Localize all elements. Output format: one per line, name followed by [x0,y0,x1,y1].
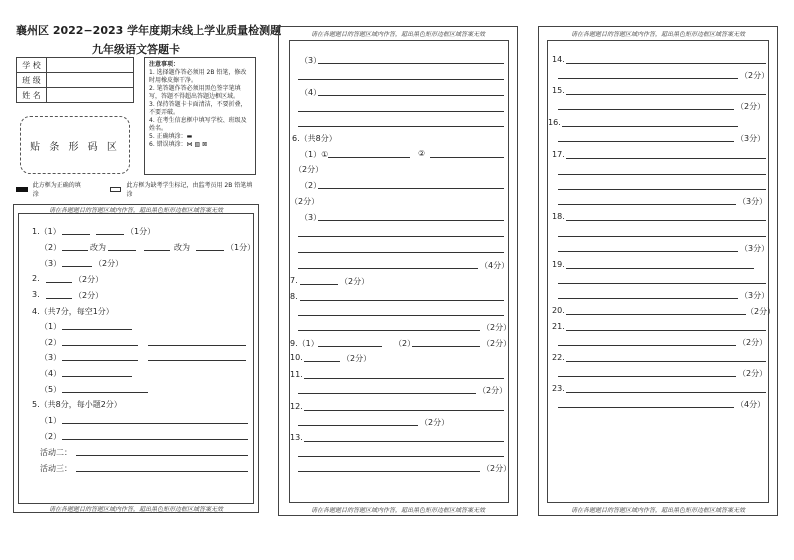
q23-line-2[interactable] [558,407,734,408]
q12-line-1[interactable] [304,410,504,411]
q6-1-label-b: ② [418,149,426,158]
q20-label: 20. [552,306,565,315]
q16-label: 16. [548,118,561,127]
q5-activity3-label: 活动三： [40,464,72,473]
q17-line-4[interactable] [558,204,736,205]
q19-line-3[interactable] [558,298,738,299]
q1-2-points: （1分） [226,243,256,252]
q1-2-blank-d[interactable] [196,250,224,251]
q5-2-blank[interactable] [62,439,248,440]
q21-label: 21. [552,322,565,331]
legend-black-label: 此方框为正确的填涂 [32,182,81,198]
q7-blank[interactable] [300,284,338,285]
q8-label: 8. [290,292,298,301]
q9-1-label: 9.（1） [290,339,319,348]
q1-1-label: 1.（1） [32,227,61,236]
q7-label: 7. [290,276,298,285]
q11-label: 11. [290,370,303,379]
band-top-3: 请在各题题目的答题区域内作答，超出黑色矩形边框区域答案无效 [570,31,745,38]
q17-line-3[interactable] [558,189,766,190]
q12-label: 12. [290,402,303,411]
q6-3-label: （3） [300,213,322,222]
correct-mark-icon: ▬ [186,133,193,140]
q16-points: （3分） [736,134,766,143]
q19-line-1[interactable] [566,268,754,269]
q15-line-1[interactable] [566,94,766,95]
notes-item-1: 1. 选择题作答必须用 2B 铅笔，修改时用橡皮擦干净。 [149,69,247,84]
q9-2-label: （2） [394,339,416,348]
legend-white-label: 此方框为缺考学生标记，由监考员用 2B 铅笔填涂 [126,182,253,198]
q13-line-3[interactable] [298,471,480,472]
q8-line-3[interactable] [298,330,480,331]
name-label: 姓 名 [17,88,47,103]
q9-points: （2分） [482,339,512,348]
answer-frame-2 [289,40,512,503]
q18-points: （3分） [740,244,770,253]
q20-points: （2分） [746,307,776,316]
q22-label: 22. [552,353,565,362]
q23-line-1[interactable] [566,392,766,393]
q11-line-1[interactable] [304,378,504,379]
q17-line-1[interactable] [566,158,766,159]
q6-3-line-1[interactable] [318,220,504,221]
q18-line-3[interactable] [558,251,738,252]
q4-3-blank-b[interactable] [148,360,246,361]
q15-points: （2分） [736,102,766,111]
q19-label: 19. [552,260,565,269]
q6-3-line-2[interactable] [298,236,504,237]
q18-label: 18. [552,212,565,221]
q1-3-label: （3） [40,259,62,268]
q6-1-blank-a[interactable] [328,157,410,158]
q13-line-1[interactable] [304,441,504,442]
q4-4-label: （4） [40,369,62,378]
band-bottom-3: 请在各题题目的答题区域内作答，超出黑色矩形边框区域答案无效 [570,507,745,514]
name-field[interactable] [47,88,134,103]
q6-1-label: （1）① [300,150,329,159]
q20-blank[interactable] [566,314,746,315]
q1-1-blank-a[interactable] [62,234,90,235]
q8-line-1[interactable] [300,300,504,301]
q6-2-blank[interactable] [318,188,504,189]
notes-item-5: 5. 正确填涂： [149,133,187,140]
q11-points: （2分） [478,386,508,395]
q4-3-label: （3） [40,353,62,362]
filled-box-icon [16,187,28,192]
wrong-mark-icon: ⋈ ▧ ⊠ [186,141,208,148]
q6-1-blank-b[interactable] [430,157,504,158]
q10-blank[interactable] [304,361,340,362]
c2-4-label: （4） [300,88,322,97]
q9-2-blank[interactable] [412,346,480,347]
q22-line-2[interactable] [558,376,736,377]
q1-3-blank[interactable] [62,266,92,267]
q14-line-1[interactable] [566,63,766,64]
barcode-label: 贴 条 形 码 区 [30,141,120,153]
q1-2-blank-c[interactable] [144,250,170,251]
q1-2-change-b: 改为 [174,243,190,252]
q16-line-1[interactable] [562,126,738,127]
q12-line-2[interactable] [298,425,418,426]
q10-points: （2分） [342,354,372,363]
q5-1-label: （1） [40,416,62,425]
q6-label: 6.（共8分） [292,134,337,143]
barcode-area [20,116,130,174]
q2-label: 2. [32,274,40,283]
q3-points: （2分） [74,291,104,300]
band-top-2: 请在各题题目的答题区域内作答，超出黑色矩形边框区域答案无效 [310,31,485,38]
q4-2-blank-b[interactable] [148,345,246,346]
absent-box-icon[interactable] [110,187,122,192]
q23-label: 23. [552,384,565,393]
q19-line-2[interactable] [558,283,766,284]
q6-2-label: （2） [300,181,322,190]
q10-label: 10. [290,353,303,362]
q21-line-2[interactable] [558,345,736,346]
q4-1-label: （1） [40,322,62,331]
q6-3-points: （4分） [480,261,510,270]
q21-points: （2分） [738,338,768,347]
q5-activity3-blank[interactable] [76,471,248,472]
q18-line-1[interactable] [566,220,766,221]
c2-3-line-2[interactable] [298,79,504,80]
band-top-1: 请在各题题目的答题区域内作答，超出黑色矩形边框区域答案无效 [48,207,223,214]
q17-label: 17. [552,150,565,159]
student-info-table [16,57,134,103]
q6-2-points: （2分） [290,197,320,206]
notes-title: 注意事项： [149,61,180,68]
q4-5-blank[interactable] [62,392,148,393]
q5-activity2-label: 活动二： [40,448,72,457]
q5-activity2-blank[interactable] [76,455,248,456]
q2-blank[interactable] [46,282,72,283]
q18-line-2[interactable] [558,236,766,237]
c2-4-line-2[interactable] [298,111,504,112]
q7-points: （2分） [340,277,370,286]
q22-line-1[interactable] [566,361,766,362]
q4-2-label: （2） [40,338,62,347]
c2-4-line-1[interactable] [318,95,504,96]
band-bottom-1: 请在各题题目的答题区域内作答，超出黑色矩形边框区域答案无效 [48,506,223,513]
q4-5-label: （5） [40,385,62,394]
q1-2-change-a: 改为 [90,243,106,252]
q2-points: （2分） [74,275,104,284]
notes-item-4: 4. 在考生信息框中填写学校、班级及姓名。 [149,117,247,132]
notes-item-6: 6. 错误填涂： [149,141,187,148]
q1-2-label: （2） [40,243,62,252]
q6-1-points: （2分） [294,165,324,174]
page-title: 襄州区 2022−2023 学年度期末线上学业质量检测题 [16,24,282,37]
q23-points: （4分） [736,400,766,409]
q6-3-line-3[interactable] [298,252,504,253]
q16-line-2[interactable] [558,141,734,142]
q1-1-points: （1分） [126,227,156,236]
q4-3-blank-a[interactable] [62,360,138,361]
q5-label: 5.（共8分，每小题2分） [32,400,122,409]
q12-points: （2分） [420,418,450,427]
q5-1-blank[interactable] [62,423,248,424]
class-label: 班 级 [17,73,47,88]
q6-3-line-4[interactable] [298,268,478,269]
q15-line-2[interactable] [558,109,734,110]
q17-points: （3分） [738,197,768,206]
q13-label: 13. [290,433,303,442]
q21-line-1[interactable] [566,330,766,331]
q14-line-2[interactable] [558,78,738,79]
q14-label: 14. [552,55,565,64]
q3-blank[interactable] [46,298,72,299]
q4-label: 4.（共7分，每空1分） [32,307,114,316]
q14-points: （2分） [740,71,770,80]
notes-item-2: 2. 笔答题作答必须用黑色签字笔填写，答题不得超出答题边框区域。 [149,85,241,100]
q1-3-points: （2分） [94,259,124,268]
q1-2-blank-a[interactable] [62,250,88,251]
q15-label: 15. [552,86,565,95]
q4-1-blank[interactable] [62,329,132,330]
q8-line-2[interactable] [298,315,504,316]
q5-2-label: （2） [40,432,62,441]
class-field[interactable] [47,73,134,88]
q9-1-blank[interactable] [318,346,382,347]
page-subtitle: 九年级语文答题卡 [92,43,180,56]
notes-item-3: 3. 保持答题卡卡面清洁，不要折叠，不要弄破。 [149,101,247,116]
q11-line-2[interactable] [298,393,476,394]
school-field[interactable] [47,58,134,73]
q1-1-blank-b[interactable] [96,234,124,235]
q19-points: （3分） [740,291,770,300]
school-label: 学 校 [17,58,47,73]
notes-box [144,57,256,175]
q4-2-blank-a[interactable] [62,345,138,346]
c2-3-line-1[interactable] [318,63,504,64]
legend-row [16,182,256,198]
q8-points: （2分） [482,323,512,332]
c2-4-line-3[interactable] [298,126,504,127]
q13-line-2[interactable] [298,456,504,457]
c2-3-label: （3） [300,56,322,65]
q22-points: （2分） [738,369,768,378]
q4-4-blank[interactable] [62,376,132,377]
q13-points: （2分） [482,464,512,473]
q17-line-2[interactable] [558,174,766,175]
band-bottom-2: 请在各题题目的答题区域内作答，超出黑色矩形边框区域答案无效 [310,507,485,514]
q1-2-blank-b[interactable] [108,250,136,251]
q3-label: 3. [32,290,40,299]
